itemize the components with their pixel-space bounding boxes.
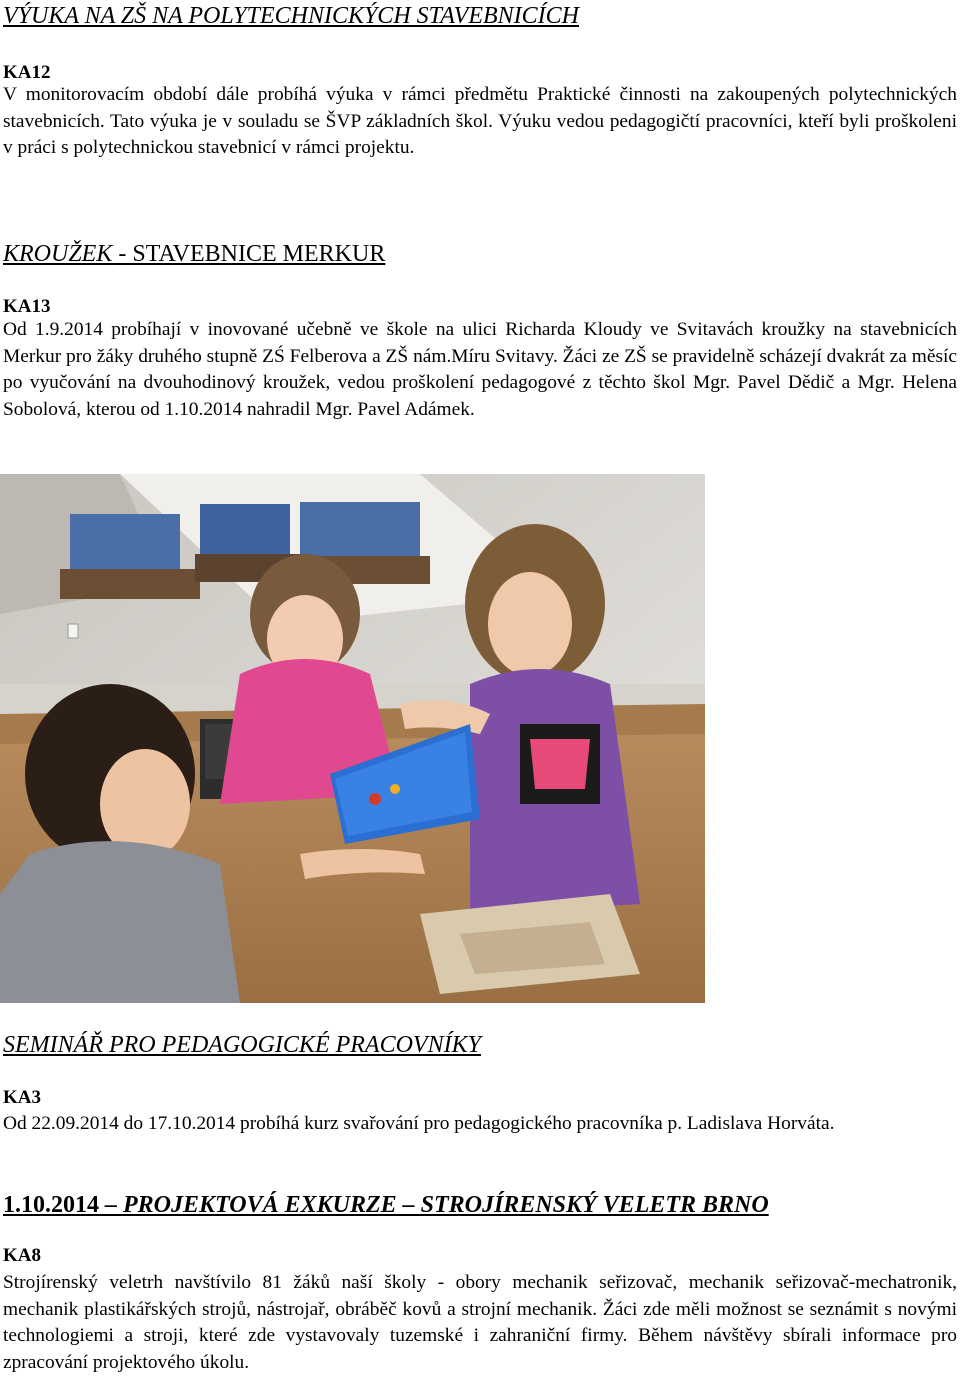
heading-merkur	[3, 240, 385, 268]
code-ka12: KA12	[3, 62, 51, 83]
paragraph-merkur: Od 1.9.2014 probíhají v inovované učebně ve škole na ulici Richarda Kloudy ve Svitavách kroužky na stavebnicích Merkur pro žáky druhého stupně ZŚ Felberova a ZŠ nám.Míru Svitavy. Žáci ze ZŠ se pravidelně scházejí dvakrát za měsíc po vyučování na dvouhodinový kroužek, vedou proškolení pedagogové z těchto škol Mgr. Pavel Dědič a Mgr. Helena Sobolová, kterou od 1.10.2014 nahradil Mgr. Pavel Adámek.	[3, 319, 957, 420]
code-ka13: KA13	[3, 296, 51, 317]
photo-illustration	[0, 474, 705, 1003]
classroom-photo	[0, 474, 705, 1003]
code-ka3: KA3	[3, 1087, 41, 1108]
code-ka8: KA8	[3, 1245, 41, 1266]
heading-seminar: SEMINÁŘ PRO PEDAGOGICKÉ PRACOVNÍKY	[3, 1032, 481, 1058]
heading-excursion	[3, 1191, 769, 1219]
heading-excursion-rest: – PROJEKTOVÁ EXKURZE – STROJÍRENSKÝ VELETR BRNO	[99, 1192, 769, 1218]
paragraph-seminar: Od 22.09.2014 do 17.10.2014 probíhá kurz svařování pro pedagogického pracovníka p. Ladislava Horváta.	[3, 1113, 835, 1134]
heading-merkur-italic: KROUŽEK	[3, 241, 113, 267]
heading-merkur-rest: - STAVEBNICE MERKUR	[112, 241, 386, 267]
heading-excursion-date: 1.10.2014	[3, 1192, 99, 1218]
paragraph-excursion: Strojírenský veletrh navštívilo 81 žáků naší školy - obory mechanik seřizovač, mechanik seřizovač-mechatronik, mechanik plastikářských strojů, nástrojař, obráběč kovů a strojní mechanik. Žáci zde měli možnost se seznámit s novými technologiemi a stroji, které zde vystavovaly tuzemské i zahraniční firmy. Během návštěvy sbírali informace pro zpracování projektového úkolu.	[3, 1272, 957, 1373]
heading-polytechnic: VÝUKA NA ZŠ NA POLYTECHNICKÝCH STAVEBNICÍCH	[3, 3, 579, 29]
paragraph-polytechnic: V monitorovacím období dále probíhá výuka v rámci předmětu Praktické činnosti na zakoupených polytechnických stavebnicích. Tato výuka je v souladu se ŠVP základních škol. Výuku vedou pedagogičtí pracovníci, kteří byli proškoleni v práci s polytechnickou stavebnicí v rámci projektu.	[3, 84, 957, 159]
